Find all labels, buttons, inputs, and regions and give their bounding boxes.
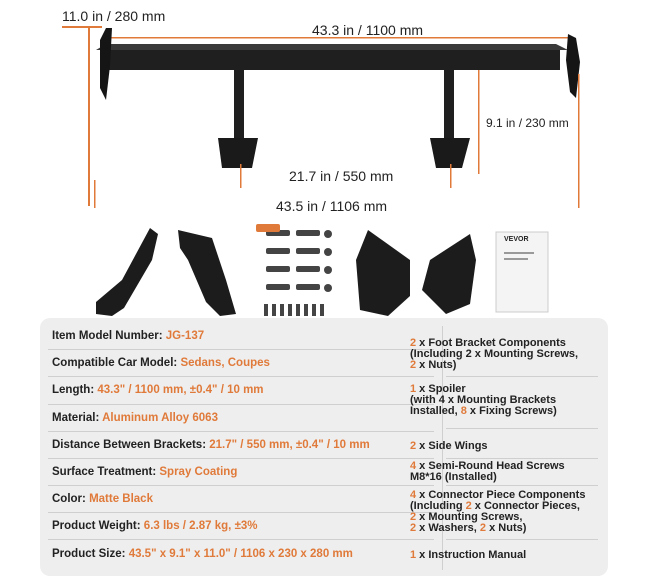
brackets-left-tick — [240, 164, 242, 188]
spec-label: Product Size: — [52, 548, 126, 560]
right-foot — [430, 138, 470, 168]
left-bracket — [234, 68, 244, 138]
spec-value: 43.5" x 9.1" x 11.0" / 1106 x 230 x 280 mm — [128, 548, 353, 560]
package-item-screws: 4 x Semi-Round Head Screws M8*16 (Installed) — [410, 460, 565, 483]
package-item-manual: 1 x Instruction Manual — [410, 549, 527, 561]
spec-value: Aluminum Alloy 6063 — [102, 412, 218, 424]
spec-row-distance — [52, 439, 370, 451]
side-dimension-line — [478, 70, 480, 174]
spec-row-material — [52, 412, 218, 424]
spec-value: 6.3 lbs / 2.87 kg, ±3% — [143, 520, 258, 532]
spec-value: Matte Black — [89, 493, 153, 505]
spec-label: Surface Treatment: — [52, 466, 157, 478]
side-wing-right-icon — [422, 234, 476, 314]
right-bracket — [444, 68, 454, 138]
package-item-spoiler: 1 x Spoiler (with 4 x Mounting Brackets Installed, 8 x Fixing Screws) — [410, 383, 557, 417]
spec-row-weight — [52, 520, 258, 532]
spec-value: 43.3" / 1100 mm, ±0.4" / 10 mm — [97, 384, 264, 396]
top-width-dimension: 43.3 in / 1100 mm — [312, 22, 424, 38]
parts-illustration — [0, 220, 650, 320]
height-dimension: 11.0 in / 280 mm — [62, 8, 166, 24]
screws-group-icon — [264, 230, 332, 316]
spec-label: Item Model Number: — [52, 330, 163, 342]
spec-label: Material: — [52, 412, 100, 424]
total-width-right-tick — [578, 74, 580, 208]
manual-brand: VEVOR — [504, 236, 529, 243]
spec-row-surface — [52, 466, 237, 478]
spec-value: Sedans, Coupes — [180, 357, 270, 369]
height-dimension-line — [88, 26, 90, 206]
spec-row-size — [52, 548, 353, 560]
side-dimension: 9.1 in / 230 mm — [486, 116, 569, 130]
package-item-side-wings: 2 x Side Wings — [410, 440, 488, 452]
spec-row-compatible — [52, 357, 270, 369]
spec-row-length — [52, 384, 264, 396]
spec-label: Product Weight: — [52, 520, 141, 532]
spec-value: Spray Coating — [159, 466, 238, 478]
vevor-tag-icon — [256, 224, 280, 232]
wing-body — [100, 50, 560, 70]
spec-label: Length: — [52, 384, 95, 396]
spec-row-model — [52, 330, 204, 342]
specs-panel — [40, 318, 608, 576]
spec-row-color — [52, 493, 153, 505]
spec-label: Compatible Car Model: — [52, 357, 178, 369]
left-foot — [218, 138, 258, 168]
spec-label: Distance Between Brackets: — [52, 439, 207, 451]
spec-label: Color: — [52, 493, 86, 505]
height-top-tick — [62, 26, 102, 28]
brackets-dimension: 21.7 in / 550 mm — [289, 168, 394, 184]
spec-value: JG-137 — [165, 330, 205, 342]
right-end-plate — [566, 34, 580, 98]
side-wing-left-icon — [356, 230, 410, 316]
package-item-connector: 4 x Connector Piece Components (Including 2 x Connector Pieces, 2 x Mounting Screws, 2 x Washers, 2 x Nuts) — [410, 489, 586, 534]
brackets-right-tick — [450, 164, 452, 188]
foot-bracket-left-icon — [96, 228, 158, 316]
wing-top — [96, 44, 568, 50]
total-width-left-tick — [94, 180, 96, 208]
spec-value: 21.7" / 550 mm, ±0.4" / 10 mm — [209, 439, 370, 451]
total-width-dimension: 43.5 in / 1106 mm — [276, 198, 388, 214]
package-item-foot-bracket: 2 x Foot Bracket Components (Including 2 x Mounting Screws, 2 x Nuts) — [410, 337, 579, 371]
instruction-manual-icon — [496, 232, 548, 312]
foot-bracket-right-icon — [178, 230, 236, 316]
